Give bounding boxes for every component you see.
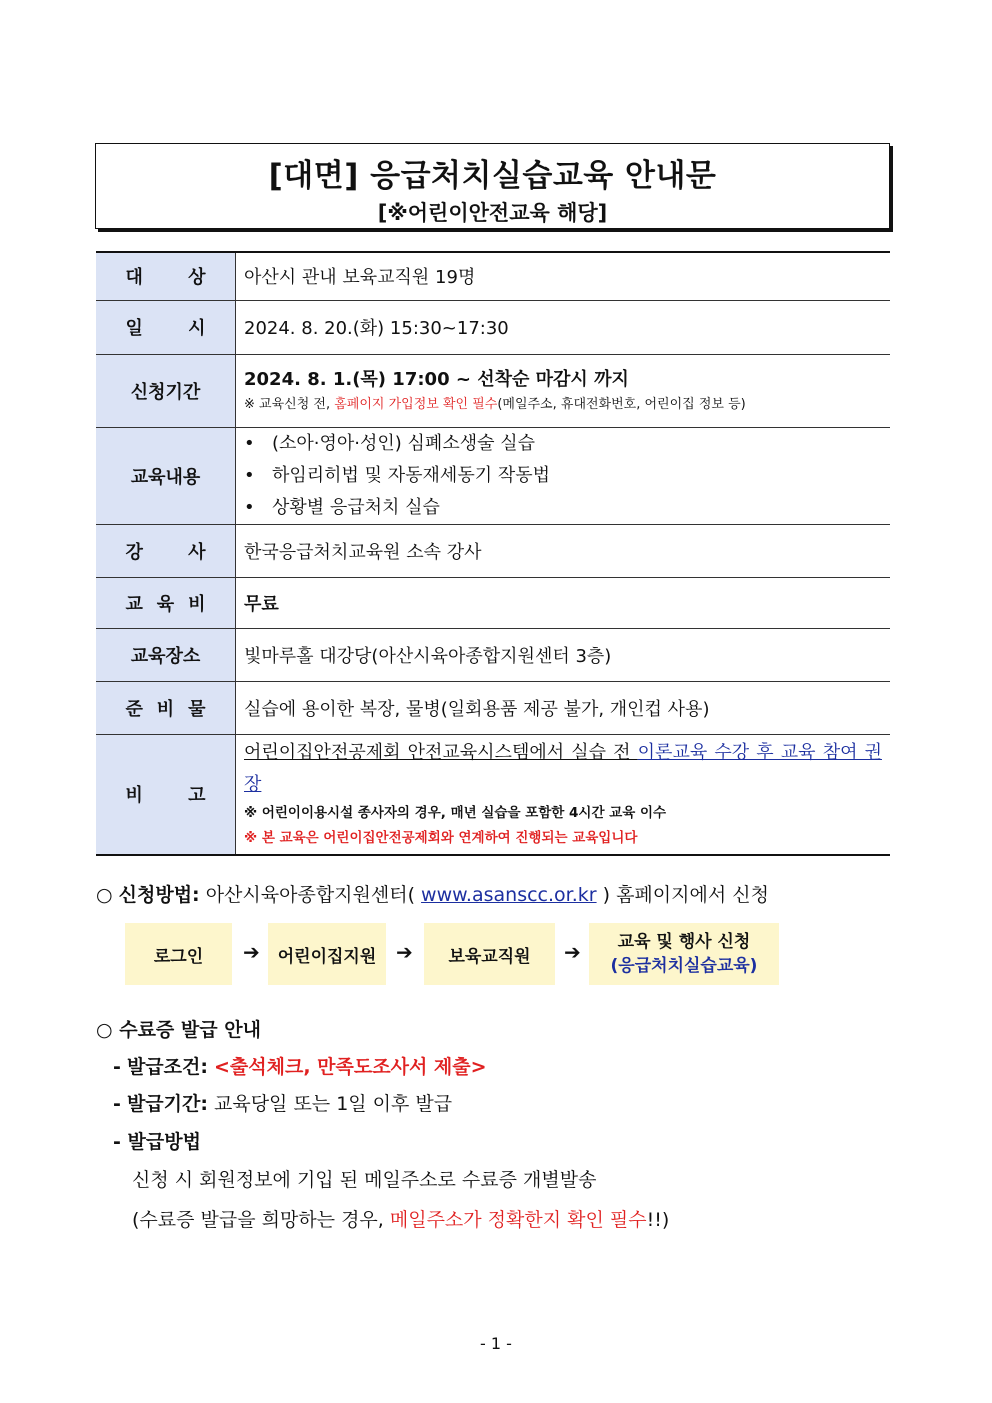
circle-bullet-icon: ○ bbox=[96, 884, 113, 906]
title-box bbox=[95, 143, 890, 229]
arrow-right-icon: ➔ bbox=[564, 940, 581, 964]
apply-method-line: ○ 신청방법: 아산시육아종합지원센터( www.asanscc.or.kr ) 홈페이지에서 신청 bbox=[96, 884, 769, 906]
certificate-method-text: 신청 시 회원정보에 기입 된 메일주소로 수료증 개별발송 bbox=[132, 1169, 597, 1191]
date-value: 2024. 8. 20.(화) 15:30~17:30 bbox=[236, 300, 891, 354]
remark-note-2: ※ 본 교육은 어린이집안전공제회와 연계하여 진행되는 교육입니다 bbox=[244, 830, 638, 847]
page-number: - 1 - bbox=[480, 1334, 512, 1353]
apply-note: ※ 교육신청 전, 홈페이지 가입정보 확인 필수(메일주소, 휴대전화번호, 어린이집 정보 등) bbox=[244, 396, 746, 412]
info-table bbox=[96, 251, 890, 856]
apply-method-label: 신청방법: bbox=[118, 884, 200, 906]
step-login: 로그인 bbox=[125, 923, 232, 985]
remark-text: 어린이집안전공제회 안전교육시스템에서 실습 전 이론교육 수강 후 교육 참여 권장 bbox=[244, 742, 882, 796]
table-row-place bbox=[96, 628, 890, 681]
table-row-target bbox=[96, 252, 890, 300]
document-subtitle: [※어린이안전교육 해당] bbox=[377, 201, 608, 225]
target-value: 아산시 관내 보육교직원 19명 bbox=[236, 252, 891, 300]
instructor-label: 강 사 bbox=[96, 524, 236, 577]
certificate-heading: ○ 수료증 발급 안내 bbox=[96, 1019, 261, 1041]
certificate-method-label: - 발급방법 bbox=[113, 1131, 201, 1153]
table-row-fee bbox=[96, 577, 890, 628]
date-label: 일 시 bbox=[96, 300, 236, 354]
table-row-prep bbox=[96, 681, 890, 734]
website-link[interactable]: www.asanscc.or.kr bbox=[421, 884, 597, 906]
arrow-right-icon: ➔ bbox=[243, 940, 260, 964]
apply-cell bbox=[236, 354, 891, 427]
table-row-content bbox=[96, 427, 890, 524]
fee-value: 무료 bbox=[236, 577, 891, 628]
list-item: • 하임리히법 및 자동재세동기 작동법 bbox=[244, 464, 550, 486]
document-title: [대면] 응급처치실습교육 안내문 bbox=[268, 158, 717, 194]
certificate-period: - 발급기간: 교육당일 또는 1일 이후 발급 bbox=[113, 1093, 453, 1115]
content-cell bbox=[236, 427, 891, 524]
place-label: 교육장소 bbox=[96, 628, 236, 681]
content-label: 교육내용 bbox=[96, 427, 236, 524]
apply-value: 2024. 8. 1.(목) 17:00 ~ 선착순 마감시 까지 bbox=[244, 368, 629, 390]
prep-label: 준 비 물 bbox=[96, 681, 236, 734]
certificate-note: (수료증 발급을 희망하는 경우, 메일주소가 정확한지 확인 필수!!) bbox=[132, 1209, 670, 1231]
target-label: 대 상 bbox=[96, 252, 236, 300]
certificate-condition: - 발급조건: <출석체크, 만족도조사서 제출> bbox=[113, 1056, 487, 1078]
table-row-date bbox=[96, 300, 890, 354]
fee-label: 교 육 비 bbox=[96, 577, 236, 628]
place-value: 빛마루홀 대강당(아산시육아종합지원센터 3층) bbox=[236, 628, 891, 681]
circle-bullet-icon: ○ bbox=[96, 1019, 113, 1041]
table-row-remark bbox=[96, 734, 890, 855]
table-row-apply bbox=[96, 354, 890, 427]
step-staff: 보육교직원 bbox=[424, 923, 555, 985]
list-item: • (소아·영아·성인) 심폐소생술 실습 bbox=[244, 432, 535, 454]
list-item: • 상황별 응급처치 실습 bbox=[244, 496, 440, 518]
instructor-value: 한국응급처치교육원 소속 강사 bbox=[236, 524, 891, 577]
table-row-instructor bbox=[96, 524, 890, 577]
arrow-right-icon: ➔ bbox=[396, 940, 413, 964]
remark-label: 비 고 bbox=[96, 734, 236, 855]
step-daycare-support: 어린이집지원 bbox=[268, 923, 386, 985]
prep-value: 실습에 용이한 복장, 물병(일회용품 제공 불가, 개인컵 사용) bbox=[236, 681, 891, 734]
step-education-apply: 교육 및 행사 신청 (응급처치실습교육) bbox=[589, 923, 779, 985]
remark-note-1: ※ 어린이이용시설 종사자의 경우, 매년 실습을 포함한 4시간 교육 이수 bbox=[244, 805, 667, 822]
remark-cell bbox=[236, 734, 891, 855]
apply-label: 신청기간 bbox=[96, 354, 236, 427]
